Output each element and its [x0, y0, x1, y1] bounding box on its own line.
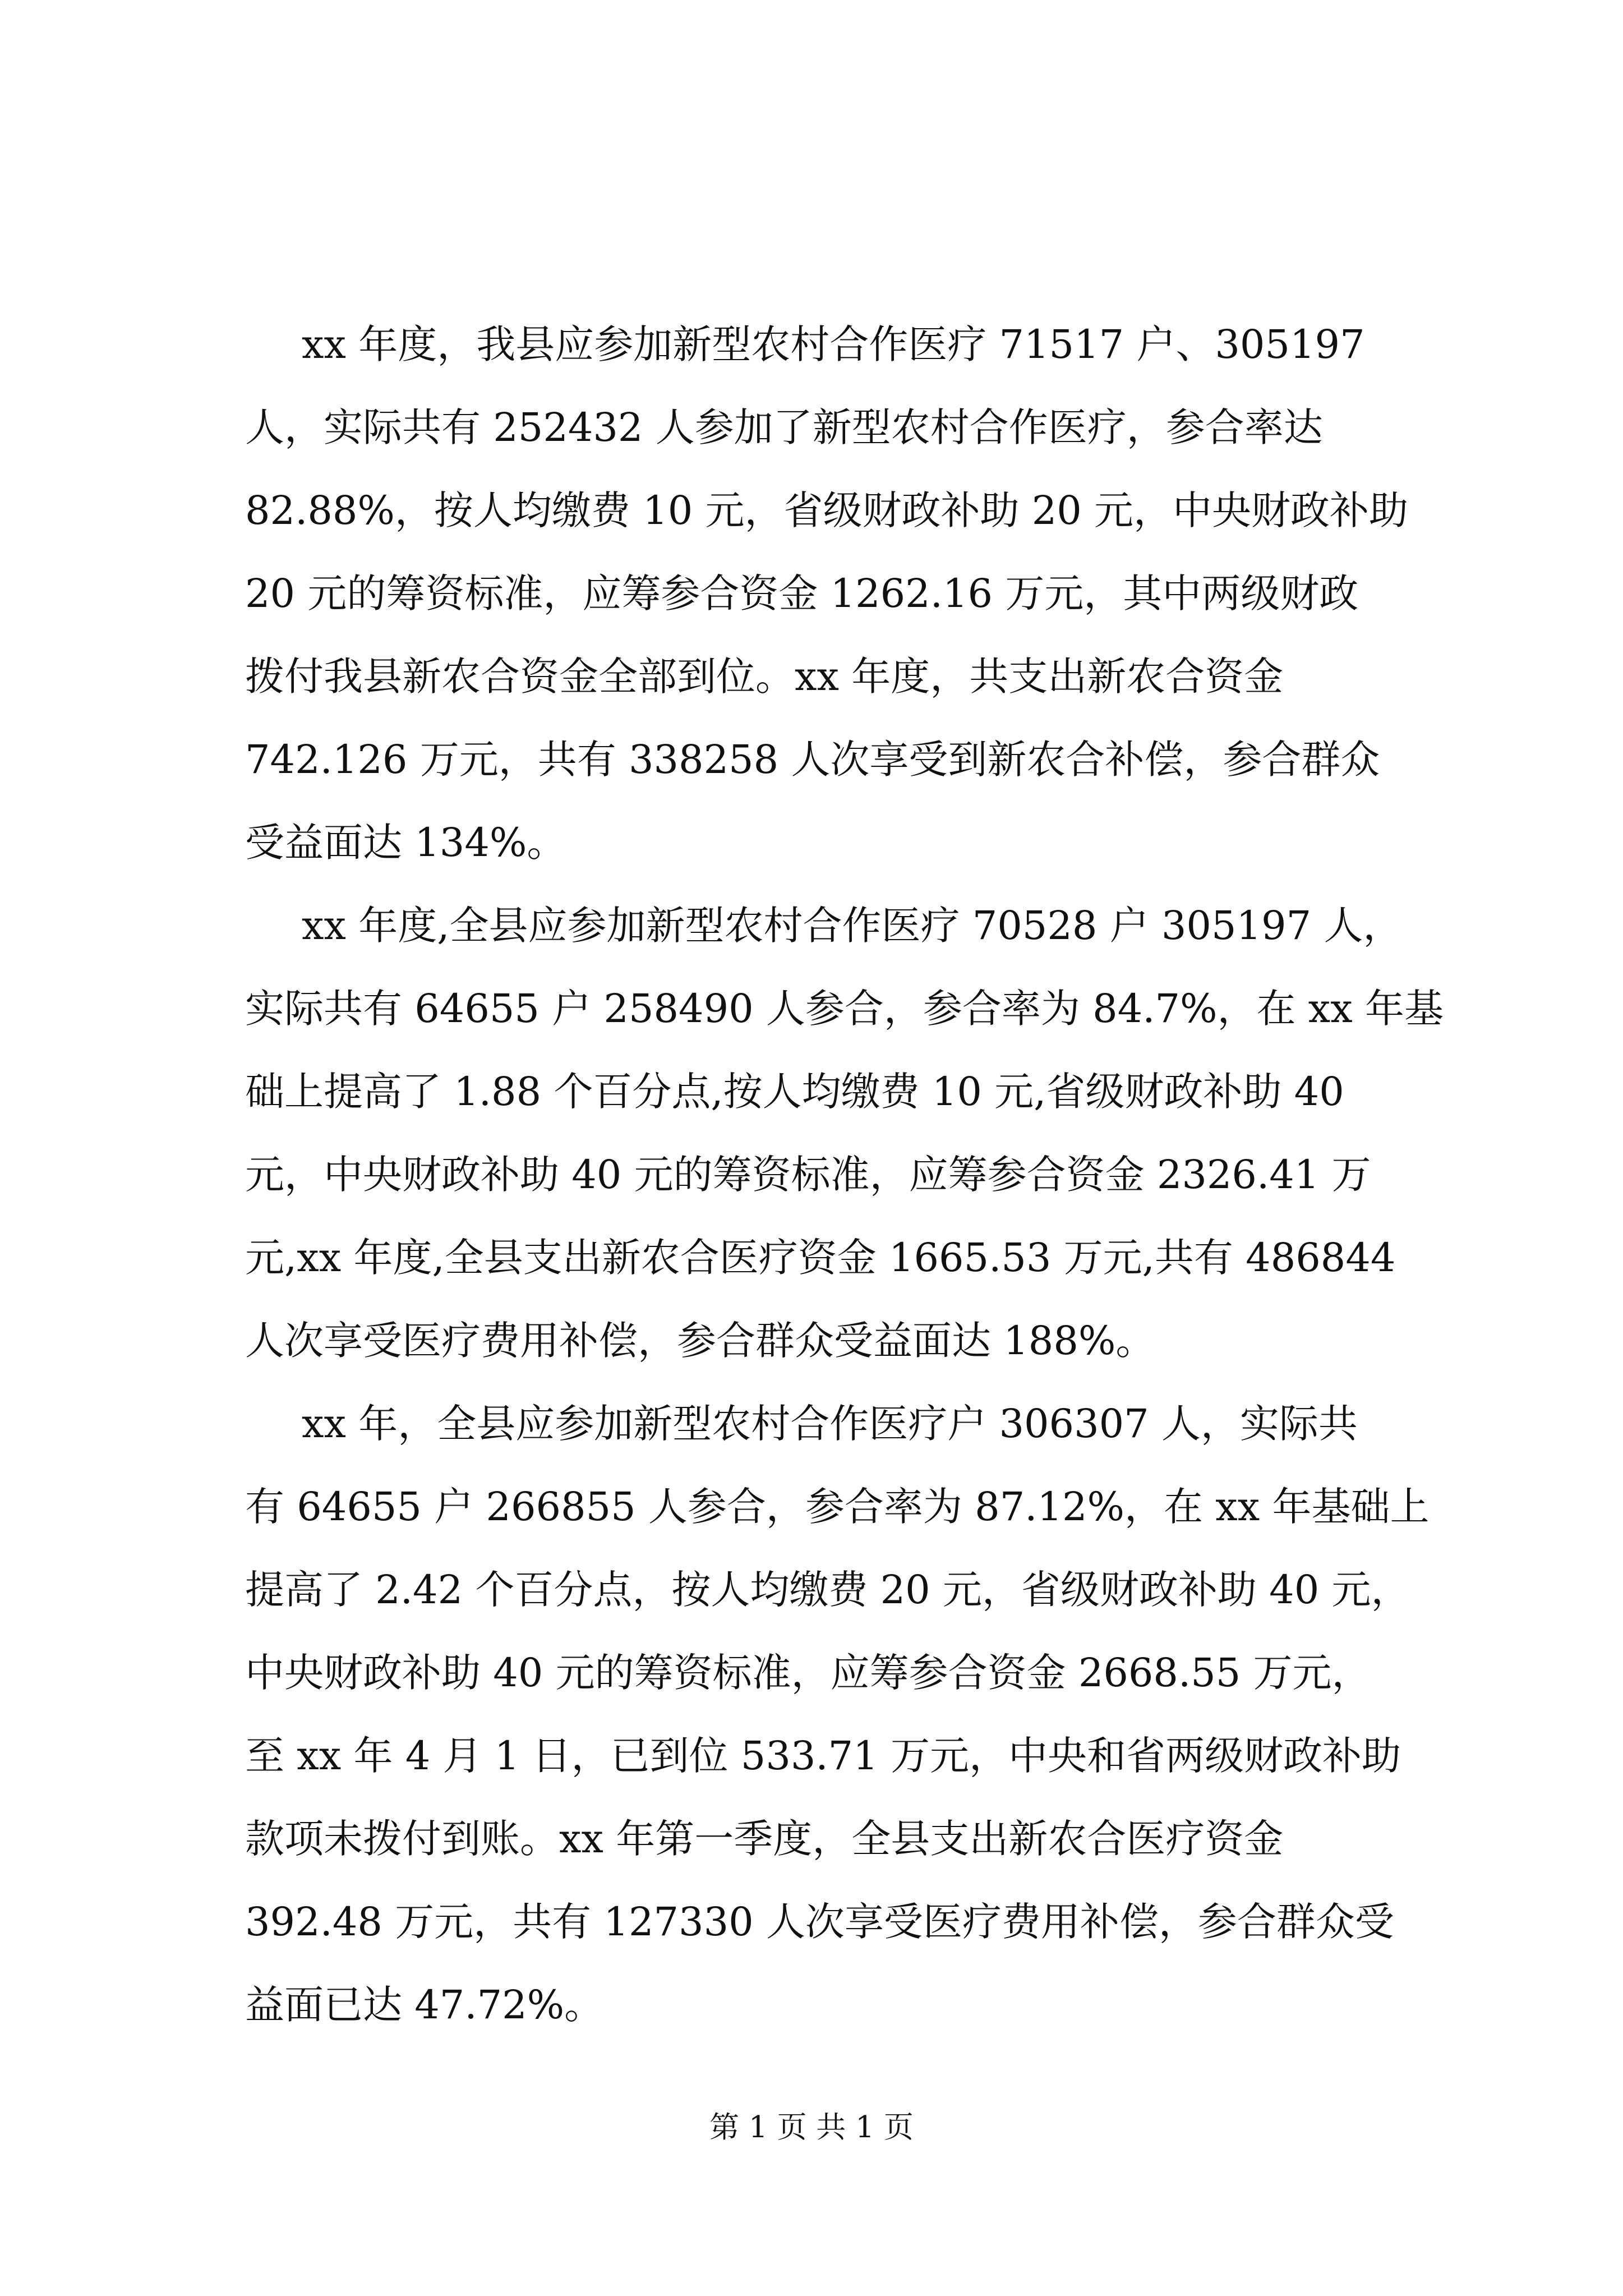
paragraph-line: 有 64655 户 266855 人参合，参合率为 87.12%，在 xx 年基础上: [245, 1484, 1430, 1530]
paragraph-line: xx 年，全县应参加新型农村合作医疗户 306307 人，实际共: [302, 1401, 1358, 1447]
paragraph-line: 拨付我县新农合资金全部到位。xx 年度，共支出新农合资金: [245, 654, 1284, 700]
document-body: [245, 303, 1444, 2046]
paragraph-line: 82.88%，按人均缴费 10 元，省级财政补助 20 元，中央财政补助: [245, 487, 1409, 533]
paragraph-line: 元,xx 年度,全县支出新农合医疗资金 1665.53 万元,共有 486844: [245, 1235, 1396, 1281]
paragraph-line: 提高了 2.42 个百分点，按人均缴费 20 元，省级财政补助 40 元，: [245, 1567, 1410, 1613]
page-number-footer: 第 1 页 共 1 页: [709, 2110, 914, 2145]
paragraph-line: 中央财政补助 40 元的筹资标准，应筹参合资金 2668.55 万元，: [245, 1650, 1371, 1696]
paragraph-line: 392.48 万元，共有 127330 人次享受医疗费用补偿，参合群众受: [245, 1899, 1394, 1945]
paragraph-line: 人，实际共有 252432 人参加了新型农村合作医疗，参合率达: [245, 404, 1323, 450]
paragraph-line: xx 年度,全县应参加新型农村合作医疗 70528 户 305197 人，: [302, 903, 1403, 949]
paragraph-line: 742.126 万元，共有 338258 人次享受到新农合补偿，参合群众: [245, 737, 1380, 783]
paragraph-line: 20 元的筹资标准，应筹参合资金 1262.16 万元，其中两级财政: [245, 570, 1359, 616]
paragraph-2009-summary: [245, 1382, 1430, 2046]
paragraph-line: 元，中央财政补助 40 元的筹资标准，应筹参合资金 2326.41 万: [245, 1152, 1371, 1198]
paragraph-line: xx 年度，我县应参加新型农村合作医疗 71517 户、305197: [302, 321, 1365, 367]
paragraph-line: 益面已达 47.72%。: [245, 1982, 604, 2028]
paragraph-line: 实际共有 64655 户 258490 人参合，参合率为 84.7%，在 xx 年基: [245, 986, 1444, 1032]
paragraph-2007-summary: [245, 303, 1423, 884]
paragraph-line: 款项未拨付到账。xx 年第一季度，全县支出新农合医疗资金: [245, 1816, 1284, 1862]
paragraph-line: 人次享受医疗费用补偿，参合群众受益面达 188%。: [245, 1318, 1155, 1364]
paragraph-line: 础上提高了 1.88 个百分点,按人均缴费 10 元,省级财政补助 40: [245, 1069, 1344, 1115]
paragraph-line: 至 xx 年 4 月 1 日，已到位 533.71 万元，中央和省两级财政补助: [245, 1733, 1401, 1779]
paragraph-2008-summary: [245, 884, 1444, 1382]
paragraph-line: 受益面达 134%。: [245, 820, 566, 866]
